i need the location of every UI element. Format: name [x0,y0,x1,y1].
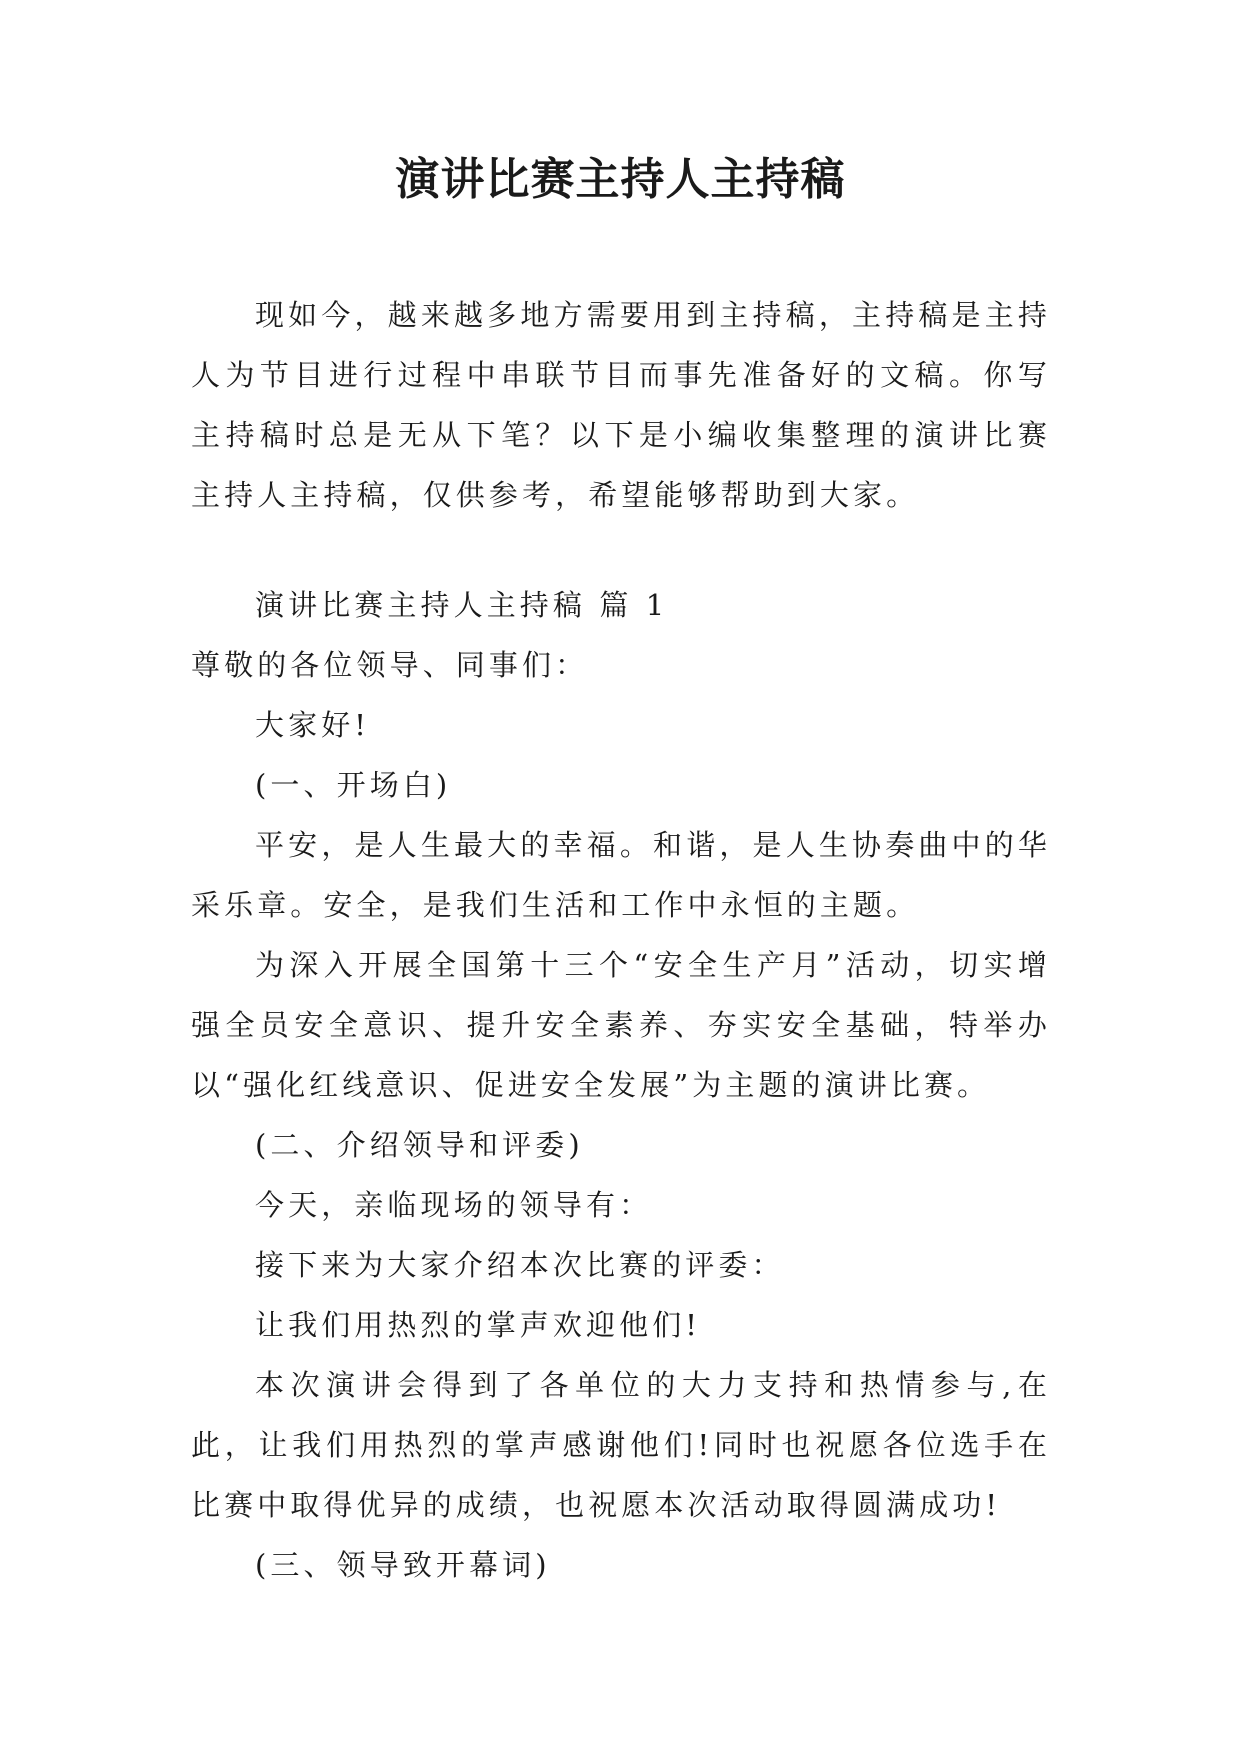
paragraph-leaders: 今天，亲临现场的领导有： [255,1188,653,1222]
salutation: 尊敬的各位领导、同事们： [191,648,589,682]
paragraph-peace: 平安，是人生最大的幸福。和谐，是人生协奏曲中的华采乐章。安全，是我们生活和工作中永恒的主题。 [191,828,1051,922]
paragraph-thanks: 本次演讲会得到了各单位的大力支持和热情参与,在此，让我们用热烈的掌声感谢他们!同时也祝愿各位选手在比赛中取得优异的成绩，也祝愿本次活动取得圆满成功! [191,1368,1051,1522]
paragraph-judges: 接下来为大家介绍本次比赛的评委： [255,1248,785,1282]
intro-paragraph: 现如今，越来越多地方需要用到主持稿，主持稿是主持人为节目进行过程中串联节目而事先准备好的文稿。你写主持稿时总是无从下笔？以下是小编收集整理的演讲比赛主持人主持稿，仅供参考，希望能够帮助到大家。 [191,298,1051,512]
section-heading: 演讲比赛主持人主持稿 篇 1 [255,588,669,622]
main-content [191,575,1051,1595]
paragraph-opening-speech-heading: (三、领导致开幕词) [255,1548,551,1582]
paragraph-welcome: 让我们用热烈的掌声欢迎他们! [255,1308,702,1342]
paragraph-activity: 为深入开展全国第十三个“安全生产月”活动，切实增强全员安全意识、提升安全素养、夯实安全基础，特举办以“强化红线意识、促进安全发展”为主题的演讲比赛。 [191,948,1051,1102]
paragraph-greeting: 大家好! [255,708,371,742]
paragraph-opening-heading: (一、开场白) [255,768,452,802]
paragraph-leaders-heading: (二、介绍领导和评委) [255,1128,584,1162]
intro-block [191,285,1051,525]
document-title: 演讲比赛主持人主持稿 [395,154,846,205]
